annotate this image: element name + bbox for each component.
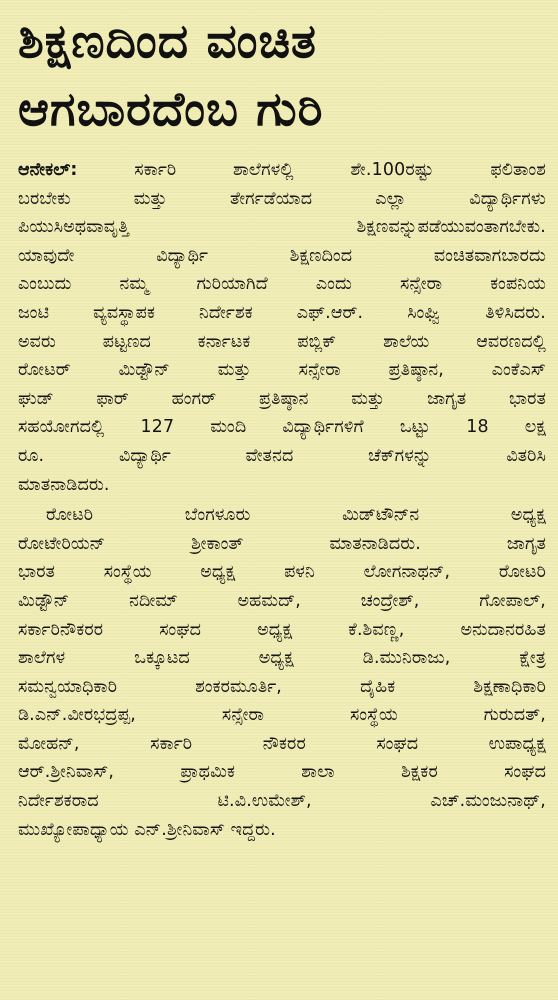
article-line: ಶಾಲೆಗಳ ಒಕ್ಕೂಟದ ಅಧ್ಯಕ್ಷ ಡಿ.ಮುನಿರಾಜು, ಕ್ಷೇತ್ರ [18,648,546,669]
paragraph-2 [18,501,546,844]
headline-line-1: ಶಿಕ್ಷಣದಿಂದ ವಂಚಿತ [18,14,317,69]
article-line: ಯಾವುದೇ ವಿದ್ಯಾರ್ಥಿ ಶಿಕ್ಷಣದಿಂದ ವಂಚಿತವಾಗಬಾರದು [18,245,546,266]
article-line: ಘುಡ್ ಫಾರ್ ಹಂಗರ್ ಪ್ರತಿಷ್ಠಾನ ಮತ್ತು ಜಾಗೃತ ಭಾರತ [18,388,546,409]
article-line-text: ಸರ್ಕಾರಿ ಶಾಲೆಗಳಲ್ಲಿ ಶೇ.100ರಷ್ಟು ಫಲಿತಾಂಶ [77,160,546,180]
headline-line-2: ಆಗಬಾರದೆಂಬ ಗುರಿ [18,82,324,137]
article-line: ಎಂಬುದು ನಮ್ಮ ಗುರಿಯಾಗಿದೆ ಎಂದು ಸನ್ಸೇರಾ ಕಂಪನಿಯ [18,274,546,295]
article-line: ಆರ್.ಶ್ರೀನಿವಾಸ್, ಪ್ರಾಥಮಿಕ ಶಾಲಾ ಶಿಕ್ಷಕರ ಸಂಘದ [18,762,546,783]
article-line: ಸಹಯೋಗದಲ್ಲಿ 127 ಮಂದಿ ವಿದ್ಯಾರ್ಥಿಗಳಿಗೆ ಒಟ್ಟು 18 ಲಕ್ಷ [18,417,546,438]
article-line: ಮೋಹನ್, ಸರ್ಕಾರಿ ನೌಕರರ ಸಂಘದ ಉಪಾಧ್ಯಕ್ಷ [18,733,546,754]
paragraph-1 [18,156,546,499]
article-line: ಅವರು ಪಟ್ಟಣದ ಕರ್ನಾಟಕ ಪಬ್ಲಿಕ್ ಶಾಲೆಯ ಆವರಣದಲ್ಲಿ [18,331,546,352]
article-line [18,156,546,185]
article-body [18,156,546,844]
article-line: ಮಾತನಾಡಿದರು. [18,474,110,495]
dateline: ಆನೇಕಲ್: [18,160,78,180]
article-line: ನಿರ್ದೇಶಕರಾದ ಟಿ.ವಿ.ಉಮೇಶ್, ಎಚ್.ಮಂಜುನಾಥ್, [18,791,546,812]
article-line: ರೋಟರ್ ಮಿಡ್ಟೌನ್ ಮತ್ತು ಸನ್ಸೇರಾ ಪ್ರತಿಷ್ಠಾನ, ಎಂಕೆಎಸ್ [18,360,546,381]
article-line: ರೂ. ವಿದ್ಯಾರ್ಥಿ ವೇತನದ ಚೆಕ್‌ಗಳನ್ನು ವಿತರಿಸಿ [18,445,546,466]
article-line: ಪಿಯುಸಿಅಥವಾವೃತ್ತಿ ಶಿಕ್ಷಣವನ್ನುಪಡೆಯುವಂತಾಗಬೇಕು. [18,217,546,238]
article-line: ರೋಟರಿ ಬೆಂಗಳೂರು ಮಿಡ್‌ಟೌನ್‌ನ ಅಧ್ಯಕ್ಷ [46,505,546,526]
article-line: ಭಾರತ ಸಂಸ್ಥೆಯ ಅಧ್ಯಕ್ಷ ಪಳನಿ ಲೋಗನಾಥನ್, ರೋಟರಿ [18,562,546,583]
article-line: ಜಂಟಿ ವ್ಯವಸ್ಥಾಪಕ ನಿರ್ದೇಶಕ ಎಫ್.ಆರ್. ಸಿಂಘ್ವಿ ತಿಳಿಸಿದರು. [18,302,546,323]
article-line: ಡಿ.ಎನ್.ವೀರಭದ್ರಪ್ಪ, ಸನ್ಸೇರಾ ಸಂಸ್ಥೆಯ ಗುರುದತ್, [18,705,546,726]
headline [18,8,546,144]
article-line: ರೋಟೇರಿಯನ್ ಶ್ರೀಕಾಂತ್ ಮಾತನಾಡಿದರು. ಜಾಗೃತ [18,533,546,554]
article-line: ಬರಬೇಕು ಮತ್ತು ತೇರ್ಗಡೆಯಾದ ಎಲ್ಲಾ ವಿದ್ಯಾರ್ಥಿಗಳು [18,188,546,209]
article-line: ಸರ್ಕಾರಿನೌಕರರ ಸಂಘದ ಅಧ್ಯಕ್ಷ ಕೆ.ಶಿವಣ್ಣ, ಅನುದಾನರಹಿತ [18,619,546,640]
article-line: ಮುಖ್ಯೋಪಾಧ್ಯಾಯ ಎನ್.ಶ್ರೀನಿವಾಸ್ ಇದ್ದರು. [18,819,276,840]
article-line: ಮಿಡ್ಟೌನ್ ನದೀಮ್ ಅಹಮದ್, ಚಂದ್ರೇಶ್, ಗೋಪಾಲ್, [18,590,546,611]
article-line: ಸಮನ್ವಯಾಧಿಕಾರಿ ಶಂಕರಮೂರ್ತಿ, ದೈಹಿಕ ಶಿಕ್ಷಣಾಧಿಕಾರಿ [18,676,546,697]
